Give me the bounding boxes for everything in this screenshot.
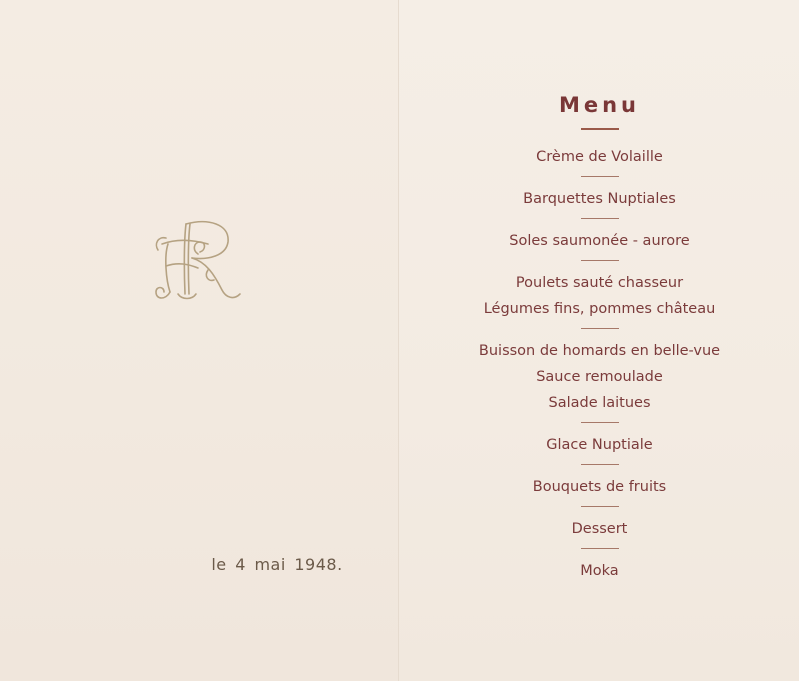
course-separator [581, 548, 619, 549]
monogram-fr-icon [148, 210, 248, 310]
course-6 [399, 432, 799, 458]
course-separator [581, 422, 619, 423]
course-line: Barquettes Nuptiales [523, 191, 676, 207]
course-separator [581, 464, 619, 465]
course-separator [581, 218, 619, 219]
course-9 [399, 558, 799, 584]
menu-title: Menu [558, 93, 641, 117]
title-underline [581, 128, 619, 130]
course-line: Poulets sauté chasseur [515, 275, 684, 291]
event-date: le 4 mai 1948. [211, 555, 343, 574]
left-page [0, 0, 398, 681]
course-line: Bouquets de fruits [532, 479, 667, 495]
course-7 [399, 474, 799, 500]
date-line [0, 555, 398, 574]
course-1 [399, 144, 799, 170]
course-separator [581, 506, 619, 507]
course-2 [399, 186, 799, 212]
course-separator [581, 176, 619, 177]
menu-list [399, 88, 799, 584]
course-separator [581, 328, 619, 329]
course-line: Crème de Volaille [536, 149, 663, 165]
course-separator [581, 260, 619, 261]
course-3 [399, 228, 799, 254]
monogram-emblem [148, 210, 248, 310]
course-line: Moka [580, 563, 619, 579]
course-line: Buisson de homards en belle-vue [478, 343, 721, 359]
course-line: Légumes fins, pommes château [483, 301, 716, 317]
course-4 [399, 270, 799, 322]
course-line: Soles saumonée - aurore [509, 233, 690, 249]
course-8 [399, 516, 799, 542]
right-page [398, 0, 799, 681]
course-line: Glace Nuptiale [546, 437, 653, 453]
course-line: Dessert [571, 521, 628, 537]
course-5 [399, 338, 799, 416]
course-line: Sauce remoulade [536, 369, 663, 385]
course-line: Salade laitues [548, 395, 651, 411]
